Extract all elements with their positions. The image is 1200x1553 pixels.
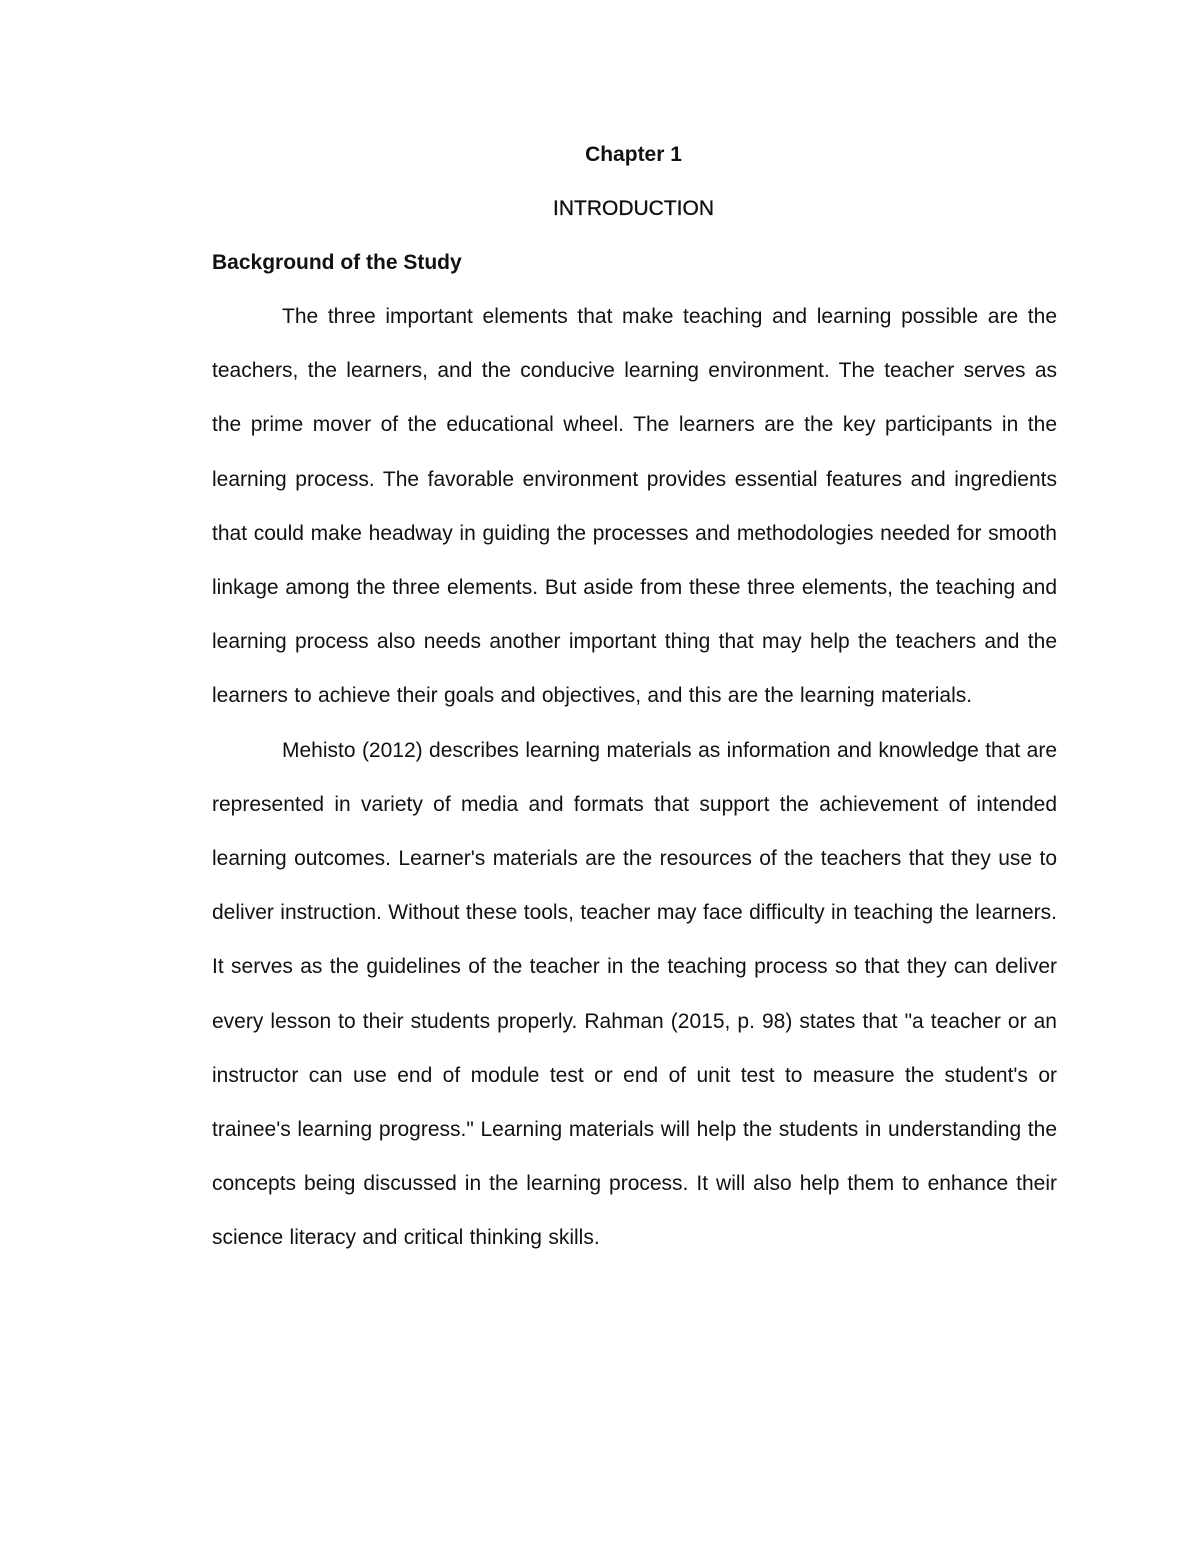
paragraph-1: The three important elements that make teaching and learning possible are the teachers, the learners, and the conducive learning environment. The teacher serves as the prime mover of the educational wheel. The learners are the key participants in the learning process. The favorable environment provides essential features and ingredients that could make headway in guiding the processes and methodologies needed for smooth linkage among the three elements. But aside from these three elements, the teaching and learning process also needs another important thing that may help the teachers and the learners to achieve their goals and objectives, and this are the learning materials. [212, 305, 1057, 708]
page-content [212, 128, 1057, 1266]
chapter-label: Chapter 1 [585, 143, 682, 166]
chapter-title: INTRODUCTION [553, 197, 714, 220]
paragraph-2: Mehisto (2012) describes learning materials as information and knowledge that are represented in variety of media and formats that support the achievement of intended learning outcomes. Learner's materials are the resources of the teachers that they use to deliver instruction. Without these tools, teacher may face difficulty in teaching the learners. It serves as the guidelines of the teacher in the teaching process so that they can deliver every lesson to their students properly. Rahman (2015, p. 98) states that "a teacher or an instructor can use end of module test or end of unit test to measure the student's or trainee's learning progress." Learning materials will help the students in understanding the concepts being discussed in the learning process. It will also help them to enhance their science literacy and critical thinking skills. [212, 738, 1057, 1250]
section-heading: Background of the Study [212, 251, 462, 274]
